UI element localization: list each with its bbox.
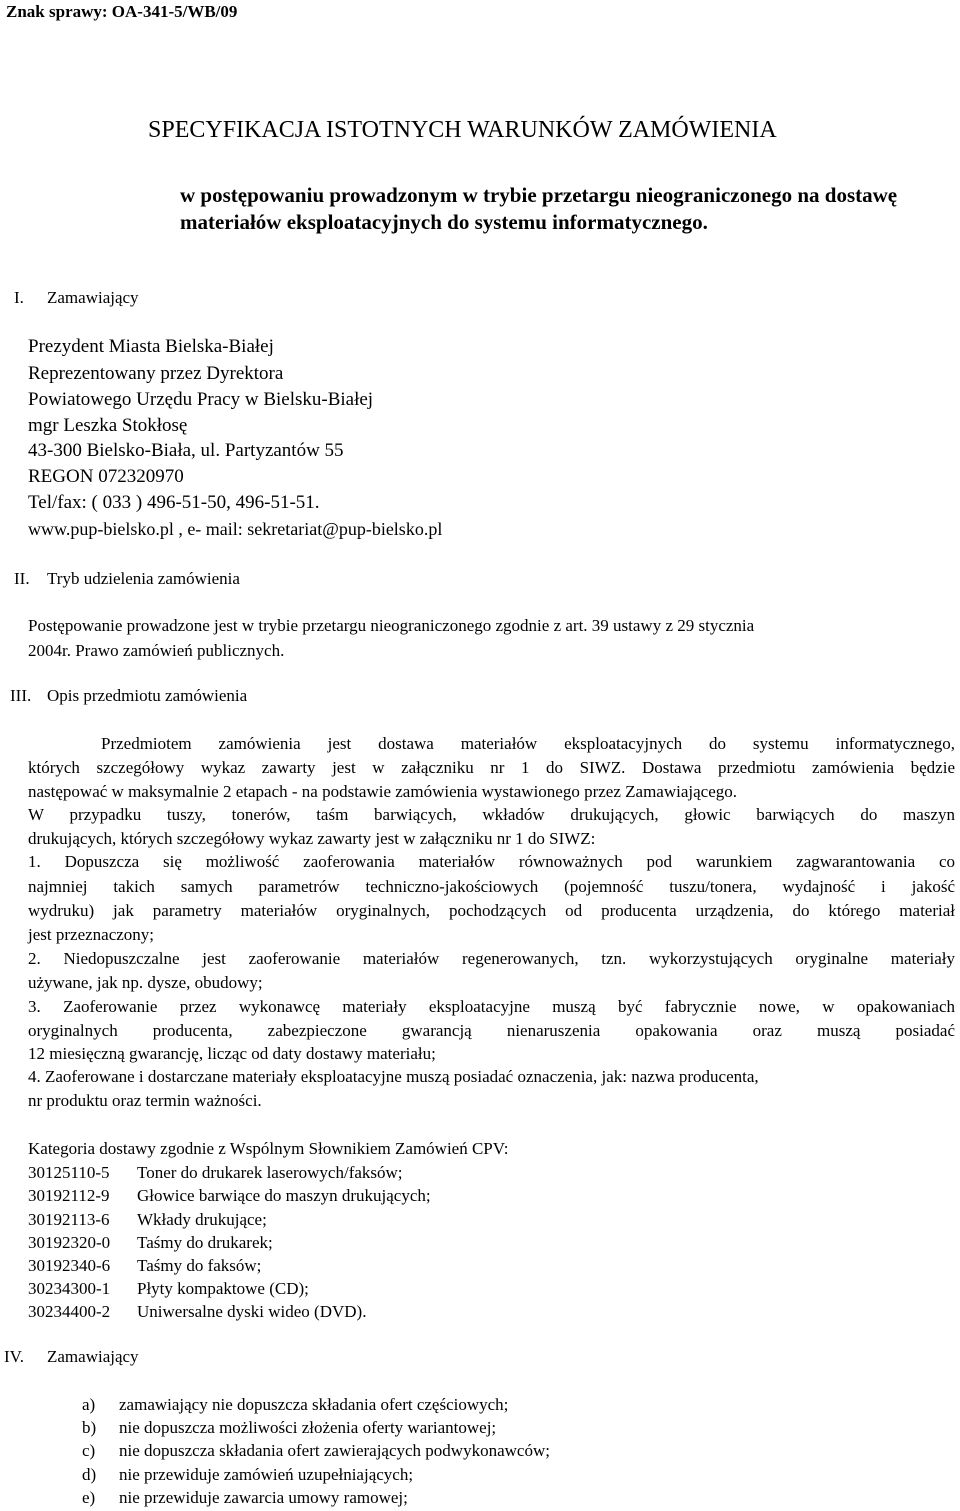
- subtitle-line: materiałów eksploatacyjnych do systemu informatycznego.: [180, 210, 708, 234]
- paragraph-line: 2. Niedopuszczalne jest zaoferowanie materiałów regenerowanych, tzn. wykorzystujących oryginalne materiały: [28, 949, 955, 968]
- paragraph-line: następować w maksymalnie 2 etapach - na podstawie zamówienia wystawionego przez Zamawiającego.: [28, 782, 737, 801]
- contact-line: 43-300 Bielsko-Biała, ul. Partyzantów 55: [28, 440, 344, 461]
- paragraph-line: jest przeznaczony;: [28, 925, 155, 944]
- contact-line: Reprezentowany przez Dyrektora: [28, 363, 284, 384]
- contact-line: REGON 072320970: [28, 466, 184, 487]
- paragraph-line: 2004r. Prawo zamówień publicznych.: [28, 641, 285, 660]
- list-item-text: nie przewiduje zamówień uzupełniających;: [119, 1465, 414, 1484]
- document-title: SPECYFIKACJA ISTOTNYCH WARUNKÓW ZAMÓWIENIA: [148, 117, 777, 143]
- cpv-label: Wkłady drukujące;: [137, 1210, 267, 1229]
- paragraph-line: najmniej takich samych parametrów techniczno-jakościowych (pojemność tuszu/tonera, wydajność i jakość: [28, 877, 955, 896]
- list-item-text: nie dopuszcza składania ofert zawierających podwykonawców;: [119, 1441, 550, 1460]
- cpv-code: 30192340-6: [28, 1256, 111, 1275]
- cpv-code: 30125110-5: [28, 1163, 110, 1182]
- list-item-letter: a): [82, 1395, 96, 1414]
- paragraph-line: Przedmiotem zamówienia jest dostawa materiałów eksploatacyjnych do systemu informatycznego,: [101, 734, 955, 753]
- section-3-number: III.: [10, 686, 32, 705]
- paragraph-line: 3. Zaoferowanie przez wykonawcę materiały eksploatacyjne muszą być fabrycznie nowe, w opakowaniach: [28, 997, 955, 1016]
- paragraph-line: używane, jak np. dysze, obudowy;: [28, 973, 263, 992]
- cpv-label: Taśmy do drukarek;: [137, 1233, 273, 1252]
- section-1-title: Zamawiający: [47, 288, 139, 307]
- section-1-number: I.: [14, 288, 24, 307]
- list-item-letter: d): [82, 1465, 97, 1484]
- paragraph-line: których szczegółowy wykaz zawarty jest w załączniku nr 1 do SIWZ. Dostawa przedmiotu zamówienia będzie: [28, 758, 955, 777]
- cpv-code: 30192320-0: [28, 1233, 111, 1252]
- section-3-title: Opis przedmiotu zamówienia: [47, 686, 248, 705]
- cpv-code: 30192113-6: [28, 1210, 110, 1229]
- contact-line: Powiatowego Urzędu Pracy w Bielsku-Białej: [28, 389, 374, 410]
- section-2-title: Tryb udzielenia zamówienia: [47, 569, 240, 588]
- cpv-code: 30234400-2: [28, 1302, 111, 1321]
- cpv-label: Toner do drukarek laserowych/faksów;: [137, 1163, 403, 1182]
- paragraph-line: 12 miesięczną gwarancję, licząc od daty dostawy materiału;: [28, 1044, 436, 1063]
- paragraph-line: drukujących, których szczegółowy wykaz zawarty jest w załączniku nr 1 do SIWZ:: [28, 829, 596, 848]
- paragraph-line: wydruku) jak parametry materiałów oryginalnych, pochodzących od producenta urządzenia, do którego materiał: [28, 901, 955, 920]
- contact-line: mgr Leszka Stokłosę: [28, 415, 188, 436]
- paragraph-line: W przypadku tuszy, tonerów, taśm barwiących, wkładów drukujących, głowic barwiących do maszyn: [28, 805, 955, 824]
- paragraph-line: nr produktu oraz termin ważności.: [28, 1091, 262, 1110]
- cpv-label: Głowice barwiące do maszyn drukujących;: [137, 1186, 431, 1205]
- list-item-text: nie dopuszcza możliwości złożenia oferty wariantowej;: [119, 1418, 497, 1437]
- contact-line: Tel/fax: ( 033 ) 496-51-50, 496-51-51.: [28, 492, 320, 513]
- contact-line: Prezydent Miasta Bielska-Białej: [28, 336, 274, 357]
- list-item-text: nie przewiduje zawarcia umowy ramowej;: [119, 1488, 408, 1507]
- cpv-code: 30234300-1: [28, 1279, 111, 1298]
- paragraph-line: Postępowanie prowadzone jest w trybie przetargu nieograniczonego zgodnie z art. 39 ustawy z 29 stycznia: [28, 616, 755, 635]
- section-4-number: IV.: [4, 1347, 24, 1366]
- paragraph-line: 4. Zaoferowane i dostarczane materiały eksploatacyjne muszą posiadać oznaczenia, jak: nazwa producenta,: [28, 1067, 759, 1086]
- document-subtitle: [180, 182, 897, 236]
- paragraph-line: oryginalnych producenta, zabezpieczone gwarancją nienaruszenia opakowania oraz muszą posiadać: [28, 1021, 955, 1040]
- list-item-text: zamawiający nie dopuszcza składania ofert częściowych;: [119, 1395, 509, 1414]
- cpv-label: Taśmy do faksów;: [137, 1256, 262, 1275]
- list-item-letter: b): [82, 1418, 97, 1437]
- list-item-letter: c): [82, 1441, 96, 1460]
- list-item-letter: e): [82, 1488, 96, 1507]
- contact-line: www.pup-bielsko.pl , e- mail: sekretariat@pup-bielsko.pl: [28, 519, 443, 539]
- cpv-label: Płyty kompaktowe (CD);: [137, 1279, 309, 1298]
- section-2-number: II.: [14, 569, 30, 588]
- reference-number: Znak sprawy: OA-341-5/WB/09: [6, 2, 238, 21]
- subtitle-line: w postępowaniu prowadzonym w trybie przetargu nieograniczonego na dostawę: [180, 183, 898, 207]
- cpv-heading: Kategoria dostawy zgodnie z Wspólnym Słownikiem Zamówień CPV:: [28, 1139, 509, 1158]
- cpv-label: Uniwersalne dyski wideo (DVD).: [137, 1302, 367, 1321]
- section-4-title: Zamawiający: [47, 1347, 139, 1366]
- paragraph-line: 1. Dopuszcza się możliwość zaoferowania materiałów równoważnych pod warunkiem zagwarantowania co: [28, 852, 955, 871]
- cpv-code: 30192112-9: [28, 1186, 110, 1205]
